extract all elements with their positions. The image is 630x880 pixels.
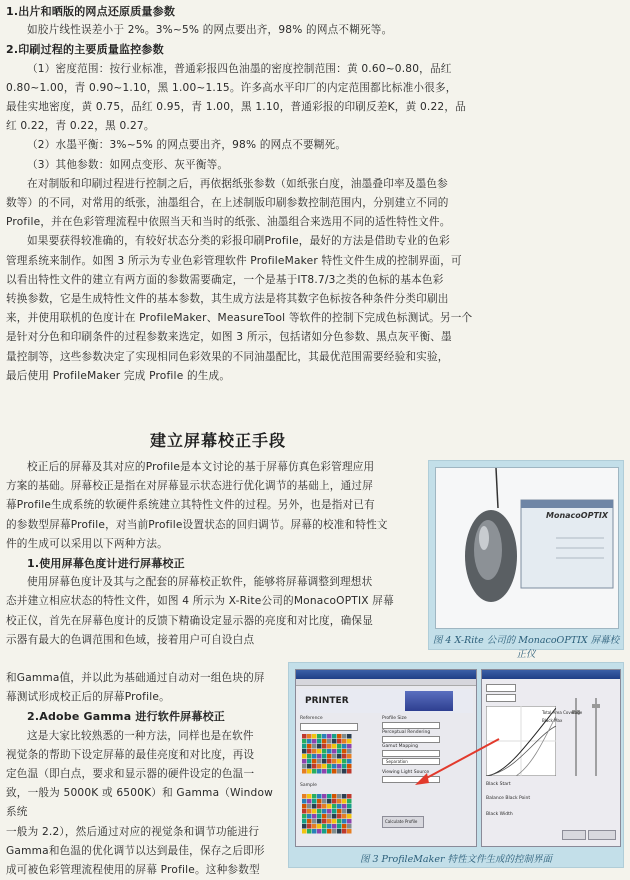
para-3: （2）水墨平衡：3%~5% 的网点要出齐，98% 的网点不要糊死。	[27, 139, 347, 152]
label-balance-black: Balance Black Point	[486, 796, 531, 801]
para-6-line: 量控制等，这些参数决定了实现相同色彩效果的不同油墨配比，其最优范围需要经验和实验，	[6, 350, 449, 363]
para-1: 如胶片线性误差小于 2%。3%~5% 的网点要出齐，98% 的网点不糊死等。	[27, 24, 393, 37]
color-patch	[317, 744, 322, 749]
color-patch	[307, 769, 312, 774]
color-patch	[342, 759, 347, 764]
color-patch	[307, 829, 312, 834]
color-patch	[332, 829, 337, 834]
color-patch	[307, 749, 312, 754]
color-patch	[327, 769, 332, 774]
color-patch	[322, 749, 327, 754]
color-patch	[337, 809, 342, 814]
color-patch	[307, 809, 312, 814]
color-patch	[307, 804, 312, 809]
color-patch	[337, 794, 342, 799]
color-patch	[302, 829, 307, 834]
ok-button[interactable]	[562, 830, 586, 840]
color-patch	[322, 769, 327, 774]
color-patch	[347, 829, 352, 834]
b-para-1-line: 幕Profile生成系统的软硬件系统建立其特性文件的过程。另外，也是指对已有	[6, 499, 375, 512]
reference-select[interactable]	[300, 723, 358, 731]
color-patch	[342, 754, 347, 759]
color-patch	[312, 749, 317, 754]
para-2-line: 0.80~1.00，青 0.90~1.10，黑 1.00~1.15。许多高水平印厂的内定范围都比标准小很多，	[6, 81, 457, 94]
para-6-line: 来，并使用联机的色度计在 ProfileMaker、MeasureTool 等软件的控制下完成色标测试。另一个	[6, 312, 473, 325]
color-patch	[322, 809, 327, 814]
label-gamut-mapping: Gamut Mapping	[382, 744, 418, 749]
color-patch	[332, 764, 337, 769]
color-patch	[342, 799, 347, 804]
color-patch	[327, 744, 332, 749]
color-patch	[327, 749, 332, 754]
color-patch	[302, 769, 307, 774]
color-patch	[342, 794, 347, 799]
color-patch	[317, 749, 322, 754]
color-patch	[307, 824, 312, 829]
color-patch	[347, 739, 352, 744]
color-patch	[312, 809, 317, 814]
color-patch	[317, 814, 322, 819]
figure-3-caption: 图 3 ProfileMaker 特性文件生成的控制界面	[359, 854, 553, 865]
color-patch	[337, 819, 342, 824]
color-patch	[302, 744, 307, 749]
color-patch	[332, 759, 337, 764]
para-5-line: 在对制版和印刷过程进行控制之后，再依据纸张参数（如纸张白度，油墨叠印率及墨色参	[27, 177, 448, 190]
color-patch	[317, 764, 322, 769]
color-patch	[302, 759, 307, 764]
color-patch	[342, 814, 347, 819]
label-black-width: Black Width	[486, 812, 513, 817]
color-patch	[312, 744, 317, 749]
color-patch	[347, 819, 352, 824]
monaco-logo: MonacoOPTIX	[546, 511, 609, 520]
b-para-1-line: 方案的基础。屏幕校正是指在对屏幕显示状态进行优化调节的基础上，通过屏	[6, 480, 373, 493]
para-6-line: 转换参数，它是生成特性文件的基本参数，其生成方法是将其数字色标按各种条件分类印刷出	[6, 293, 449, 306]
b-heading-1: 1.使用屏幕色度计进行屏幕校正	[27, 557, 185, 571]
cancel-button[interactable]	[588, 830, 616, 840]
color-patch	[302, 809, 307, 814]
color-patch	[317, 739, 322, 744]
color-patch	[337, 739, 342, 744]
para-6-line: 管理系统来制作。如图 3 所示为专业色彩管理软件 ProfileMaker 特性文件生成的控制界面，可	[6, 254, 462, 267]
color-patch	[337, 829, 342, 834]
color-patch	[302, 764, 307, 769]
color-patch	[302, 799, 307, 804]
b-heading-2: 2.Adobe Gamma 进行软件屏幕校正	[27, 710, 225, 724]
color-patch	[327, 829, 332, 834]
color-patch	[312, 829, 317, 834]
color-patch	[307, 739, 312, 744]
color-patch	[337, 749, 342, 754]
color-patch	[307, 734, 312, 739]
color-patch	[337, 804, 342, 809]
color-patch	[332, 799, 337, 804]
b-para-2-line: 使用屏幕色度计及其与之配套的屏幕校正软件，能够将屏幕调整到理想状	[27, 576, 373, 589]
color-patch	[317, 794, 322, 799]
b-para-1-line: 的参数型屏幕Profile，对当前Profile设置状态的回归调节。屏幕的校准和特性文	[6, 518, 388, 531]
color-patch	[312, 824, 317, 829]
b-para-2-line: 校正仪，首先在屏幕色度计的反馈下精确设定显示器的亮度和对比度，确保显	[6, 614, 373, 627]
color-patch	[347, 814, 352, 819]
para-4: （3）其他参数：如网点变形、灰平衡等。	[27, 158, 229, 171]
color-patch	[327, 754, 332, 759]
color-patch	[342, 804, 347, 809]
color-patch	[332, 804, 337, 809]
color-patch	[317, 799, 322, 804]
heading-2: 2.印刷过程的主要质量监控参数	[6, 43, 164, 57]
color-patch	[322, 794, 327, 799]
para-2-line: 最佳实地密度，黄 0.75，品红 0.95，青 1.00，黑 1.10，普通彩报的印刷反差K，黄 0.22，品	[6, 101, 466, 114]
color-patch	[307, 794, 312, 799]
color-patch	[337, 799, 342, 804]
color-patch	[302, 804, 307, 809]
color-patch	[322, 804, 327, 809]
para-6-line: 如果要获得较准确的，有较好状态分类的彩报印刷Profile，最好的方法是借助专业的色彩	[27, 235, 450, 248]
color-patch	[327, 799, 332, 804]
color-patch	[327, 759, 332, 764]
color-patch	[332, 744, 337, 749]
color-patch	[307, 814, 312, 819]
color-patch	[347, 769, 352, 774]
monaco-optix-illustration	[436, 468, 618, 628]
color-patch	[312, 764, 317, 769]
color-patch	[322, 814, 327, 819]
b-para-3-line: 这是大家比较熟悉的一种方法，同样也是在软件	[27, 729, 254, 742]
color-patch	[302, 824, 307, 829]
label-perceptual-rendering: Perceptual Rendering	[382, 730, 431, 735]
label-black-start: Black Start	[486, 782, 511, 787]
heading-1: 1.出片和晒版的网点还原质量参数	[6, 5, 176, 18]
color-patch	[307, 759, 312, 764]
color-patch	[322, 819, 327, 824]
b-para-1-line: 校正后的屏幕及其对应的Profile是本文讨论的基于屏幕仿真色彩管理应用	[27, 461, 375, 473]
label-black-max: Black Max	[542, 718, 563, 723]
b-para-3-line: 视觉条的帮助下设定屏幕的最佳亮度和对比度，再设	[6, 748, 255, 761]
color-patch	[327, 739, 332, 744]
b-para-2-line: 态并建立相应状态的特性文件，如图 4 所示为 X-Rite公司的MonacoOPTIX 屏幕	[6, 595, 394, 608]
color-patch	[302, 739, 307, 744]
color-patch	[327, 804, 332, 809]
color-patch	[347, 804, 352, 809]
color-patch	[312, 739, 317, 744]
app-title: PRINTER	[305, 696, 349, 706]
b-para-3-line: 致，一般为 5000K 或 6500K）和 Gamma（Window 系统	[6, 787, 274, 819]
color-patch	[302, 754, 307, 759]
color-patch	[342, 744, 347, 749]
color-patch	[347, 764, 352, 769]
color-patch	[322, 739, 327, 744]
color-patch	[337, 764, 342, 769]
color-patch	[337, 814, 342, 819]
color-patch	[332, 809, 337, 814]
color-patch	[327, 824, 332, 829]
color-patch	[302, 734, 307, 739]
color-patch	[347, 744, 352, 749]
top-section	[6, 2, 624, 386]
color-patch	[317, 769, 322, 774]
color-patch	[332, 754, 337, 759]
color-patch	[337, 759, 342, 764]
color-patch	[322, 829, 327, 834]
color-patch	[312, 794, 317, 799]
color-patch	[307, 799, 312, 804]
color-patch	[337, 734, 342, 739]
red-arrow	[409, 733, 509, 793]
color-patch	[342, 824, 347, 829]
figure-4-photo	[435, 467, 619, 629]
color-patch	[312, 804, 317, 809]
color-patch	[317, 829, 322, 834]
color-patch	[322, 764, 327, 769]
color-patch	[347, 824, 352, 829]
color-patch	[342, 734, 347, 739]
color-patch	[337, 744, 342, 749]
para-5-line: Profile，并在色彩管理流程中依照当天和当时的纸张、油墨组合来选用不同的适性特性文件。	[6, 216, 451, 229]
black-sliders[interactable]	[566, 690, 610, 780]
color-patch	[317, 754, 322, 759]
label-total-area: Total Area Coverage	[542, 710, 583, 715]
color-patch	[332, 739, 337, 744]
color-patch	[342, 829, 347, 834]
color-patch	[332, 814, 337, 819]
label-profile-size: Profile Size	[382, 716, 407, 721]
bottom-section	[6, 458, 424, 650]
dialog-select-2[interactable]	[486, 694, 516, 702]
color-patch	[332, 794, 337, 799]
dialog-select-1[interactable]	[486, 684, 516, 692]
color-patch	[312, 769, 317, 774]
color-patch	[342, 764, 347, 769]
b-para-3-line: 定色温（即白点，要求和显示器的硬件设定的色温一	[6, 768, 255, 781]
color-patch	[317, 804, 322, 809]
color-patch	[317, 734, 322, 739]
color-patch	[347, 754, 352, 759]
color-patch	[347, 799, 352, 804]
para-2-line: 红 0.22，青 0.22，黑 0.27。	[6, 120, 155, 133]
b-para-1-line: 件的生成可以采用以下两种方法。	[6, 537, 168, 550]
color-patch	[322, 759, 327, 764]
color-patch	[322, 744, 327, 749]
color-patch	[342, 769, 347, 774]
b-para-2b-line: 幕测试形成校正后的屏幕Profile。	[6, 691, 170, 704]
color-patch	[307, 744, 312, 749]
para-6-line: 是针对分色和印刷条件的过程参数来选定，如图 3 所示，包括诸如分色参数、黑点灰平衡、墨	[6, 331, 452, 344]
bottom-narrow	[6, 669, 282, 880]
color-patch	[327, 809, 332, 814]
color-patch	[332, 819, 337, 824]
color-patch	[327, 819, 332, 824]
color-patch	[307, 764, 312, 769]
color-patch	[302, 819, 307, 824]
color-patch	[302, 814, 307, 819]
label-separation: Separation	[386, 759, 408, 764]
para-2-line: （1）密度范围：按行业标准，普通彩报四色油墨的密度控制范围：黄 0.60~0.80，品红	[27, 62, 452, 75]
color-patch	[312, 819, 317, 824]
color-patch	[327, 814, 332, 819]
sample-color-chart	[302, 794, 352, 834]
label-reference: Reference	[300, 716, 323, 721]
label-sample: Sample	[300, 783, 317, 788]
color-patch	[312, 734, 317, 739]
color-patch	[337, 824, 342, 829]
color-patch	[322, 734, 327, 739]
figure-4-caption: 图 4 X-Rite 公司的 MonacoOPTIX 屏幕校正仪	[432, 635, 620, 660]
figure-4	[428, 460, 624, 660]
color-patch	[312, 814, 317, 819]
calculate-label: Calculate Profile	[385, 819, 418, 824]
color-patch	[342, 739, 347, 744]
calculate-profile-button[interactable]	[382, 816, 424, 828]
color-patch	[332, 769, 337, 774]
color-patch	[347, 759, 352, 764]
color-patch	[342, 819, 347, 824]
color-patch	[347, 749, 352, 754]
color-patch	[322, 799, 327, 804]
color-patch	[327, 764, 332, 769]
para-5-line: 数等）的不同，对常用的纸张，油墨组合，在上述制版印刷参数控制范围内，分别建立不同的	[6, 197, 449, 210]
figure-3	[288, 662, 624, 868]
section-title: 建立屏幕校正手段	[150, 431, 287, 450]
color-patch	[317, 759, 322, 764]
label-viewing-light: Viewing Light Source	[382, 770, 430, 775]
b-para-3-line: Gamma和色温的优化调节以达到最佳，保存之后即形	[6, 844, 265, 857]
color-patch	[317, 809, 322, 814]
color-patch	[332, 734, 337, 739]
color-patch	[347, 794, 352, 799]
color-patch	[312, 759, 317, 764]
color-patch	[347, 809, 352, 814]
color-patch	[312, 754, 317, 759]
color-patch	[322, 754, 327, 759]
b-para-2b-line: 和Gamma值，并以此为基础通过自动对一组色块的屏	[6, 672, 265, 684]
b-para-3-line: 一般为 2.2），然后通过对应的视觉条和调节功能进行	[6, 825, 260, 838]
b-para-2-line: 示器有最大的色调范围和色域，接着用户可自设白点	[6, 633, 255, 646]
color-patch	[342, 749, 347, 754]
profile-size-select[interactable]	[382, 722, 440, 729]
para-6-line: 最后使用 ProfileMaker 完成 Profile 的生成。	[6, 369, 231, 382]
color-patch	[337, 754, 342, 759]
color-patch	[312, 799, 317, 804]
color-patch	[337, 769, 342, 774]
b-para-3-line: 成可被色彩管理流程使用的屏幕 Profile。这种参数型	[6, 864, 260, 877]
color-patch	[347, 734, 352, 739]
color-patch	[307, 819, 312, 824]
color-patch	[322, 824, 327, 829]
color-patch	[327, 734, 332, 739]
color-patch	[307, 754, 312, 759]
reference-color-chart	[302, 734, 352, 778]
color-patch	[317, 819, 322, 824]
color-patch	[342, 809, 347, 814]
para-6-line: 以看出特性文件的建立有两方面的参数需要确定，一个是基于IT8.7/3之类的色标的基本色彩	[6, 273, 444, 286]
color-patch	[302, 794, 307, 799]
color-patch	[332, 749, 337, 754]
color-patch	[317, 824, 322, 829]
color-patch	[302, 749, 307, 754]
color-patch	[327, 794, 332, 799]
color-patch	[332, 824, 337, 829]
